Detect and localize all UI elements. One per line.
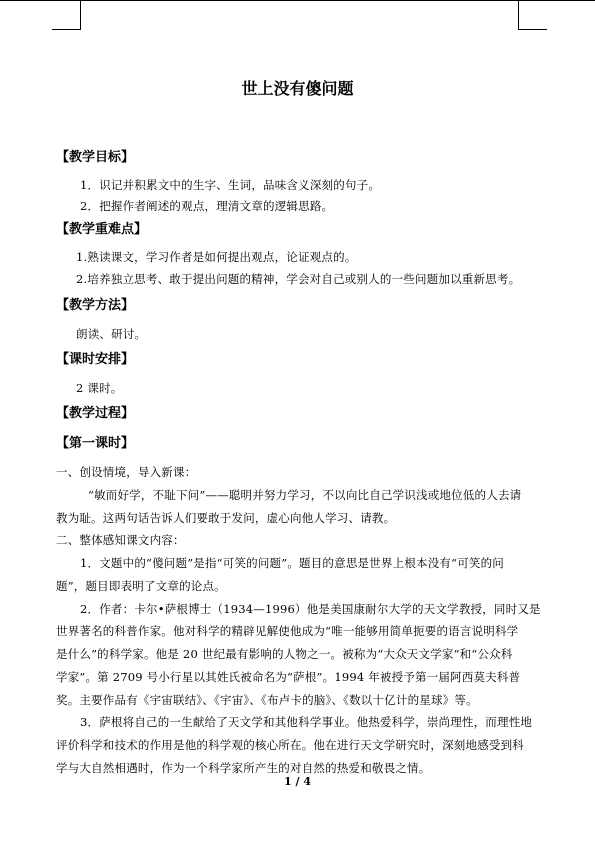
header-rule xyxy=(0,0,595,1)
goal-2: 2．把握作者阐述的观点，理清文章的逻辑思路。 xyxy=(80,199,334,213)
heading-teaching-methods: 【教学方法】 xyxy=(56,298,135,313)
para-4-line-1: 3．萨根将自己的一生献给了天文学和其他科学事业。他热爱科学，崇尚理性，而理性地 xyxy=(80,715,533,729)
para-1-line-1: “敏而好学，不耻下问”——聪明并努力学习，不以向比自己学识浅或地位低的人去请 xyxy=(88,488,522,502)
key-point-1: 1.熟读课文，学习作者是如何提出观点，论证观点的。 xyxy=(76,250,357,264)
document-title: 世上没有傻问题 xyxy=(241,79,354,98)
heading-teaching-goals: 【教学目标】 xyxy=(56,150,135,165)
para-1-line-2: 教为耻。这两句话告诉人们要敢于发问，虚心向他人学习、请教。 xyxy=(56,511,396,525)
para-4-line-3: 学与大自然相遇时，作为一个科学家所产生的对自然的热爱和敬畏之情。 xyxy=(56,761,431,775)
heading-schedule: 【课时安排】 xyxy=(56,352,135,367)
para-3-line-4: 学家”。第 2709 号小行星以其姓氏被命名为“萨根”。1994 年被授予第一届阿西莫夫科普 xyxy=(56,670,521,684)
methods-text: 朗读、研讨。 xyxy=(76,327,147,341)
para-3-line-3: 是什么”的科学家。他是 20 世纪最有影响的人物之一。被称为“大众天文学家”和“公众科 xyxy=(56,647,513,661)
para-2-line-2: 题”，题目即表明了文章的论点。 xyxy=(56,579,226,593)
crop-mark-right xyxy=(518,0,547,30)
para-3-line-1: 2．作者：卡尔•萨根博士（1934—1996）他是美国康耐尔大学的天文学教授，同时又是 xyxy=(80,602,541,616)
crop-mark-left xyxy=(52,0,81,30)
para-3-line-5: 奖。主要作品有《宇宙联结》、《宇宙》、《布卢卡的脑》、《数以十亿计的星球》等。 xyxy=(56,693,478,707)
section-1-heading: 一、创设情境，导入新课： xyxy=(56,465,197,479)
schedule-text: 2 课时。 xyxy=(76,381,123,395)
heading-teaching-process: 【教学过程】 xyxy=(56,406,135,421)
para-4-line-2: 评价科学和技术的作用是他的科学观的核心所在。他在进行天文学研究时，深刻地感受到科 xyxy=(56,738,524,752)
section-2-heading: 二、整体感知课文内容： xyxy=(56,533,185,547)
para-2-line-1: 1．文题中的“傻问题”是指“可笑的问题”。题目的意思是世界上根本没有“可笑的问 xyxy=(80,556,505,570)
page-number: 1 / 4 xyxy=(284,775,311,788)
para-3-line-2: 世界著名的科普作家。他对科学的精辟见解使他成为“唯一能够用简单扼要的语言说明科学 xyxy=(56,624,519,638)
heading-lesson-1: 【第一课时】 xyxy=(56,436,135,451)
heading-key-points: 【教学重难点】 xyxy=(56,222,148,237)
key-point-2: 2.培养独立思考、敢于提出问题的精神，学会对自己或别人的一些问题加以重新思考。 xyxy=(76,272,521,286)
goal-1: 1．识记并积累文中的生字、生词，品味含义深刻的句子。 xyxy=(80,178,381,192)
